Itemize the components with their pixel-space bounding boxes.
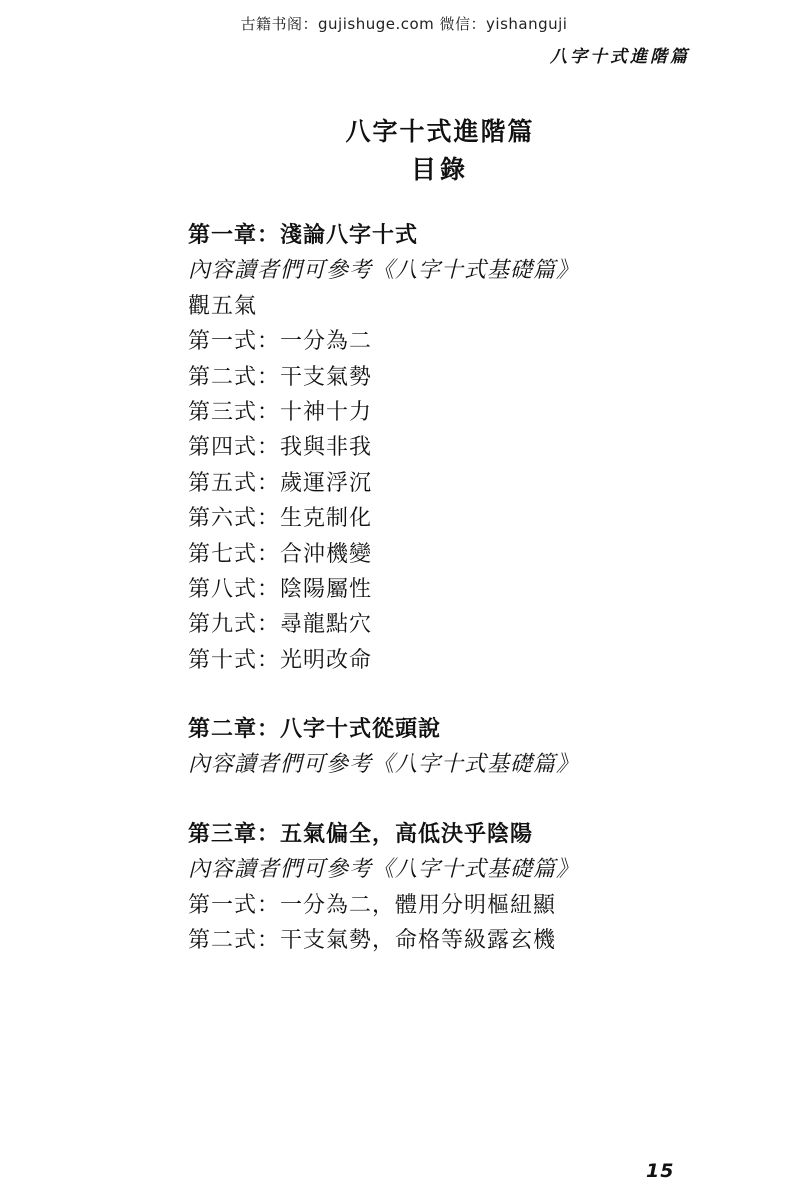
toc-title: 目錄 (410, 155, 469, 184)
toc-item: 第四式：我與非我 (188, 435, 373, 461)
book-title: 八字十式進階篇 (345, 117, 535, 146)
toc-item: 第六式：生克制化 (188, 506, 373, 532)
chapter-heading: 第二章：八字十式從頭說 (188, 717, 442, 743)
toc-item: 第一式：一分為二 (188, 329, 373, 355)
toc-item: 第二式：干支氣勢，命格等級露玄機 (188, 928, 557, 954)
toc-item: 第七式：合沖機變 (188, 541, 373, 567)
chapter-note: 內容讀者們可參考《八字十式基礎篇》 (188, 857, 580, 883)
toc-item: 第十式：光明改命 (188, 647, 373, 673)
chapter-1 (188, 218, 748, 678)
chapter-spacer (188, 678, 748, 712)
chapter-3 (188, 817, 748, 959)
running-head: 八字十式進階篇 (550, 47, 690, 67)
chapter-note: 內容讀者們可參考《八字十式基礎篇》 (188, 258, 580, 284)
toc-item: 第一式：一分為二，體用分明樞紐顯 (188, 892, 557, 918)
toc-item: 觀五氣 (188, 293, 258, 319)
page-number: 15 (646, 1160, 675, 1182)
chapter-heading: 第一章：淺論八字十式 (188, 223, 419, 248)
toc-item: 第三式：十神十力 (188, 399, 373, 425)
toc-item: 第九式：尋龍點穴 (188, 612, 373, 638)
chapter-spacer (188, 783, 748, 817)
toc-item: 第八式：陰陽屬性 (188, 576, 373, 602)
chapter-heading: 第三章：五氣偏全，高低決乎陰陽 (188, 821, 534, 847)
table-of-contents (188, 218, 748, 958)
toc-item: 第五式：歲運浮沉 (188, 470, 373, 496)
chapter-2 (188, 712, 748, 783)
chapter-note: 內容讀者們可參考《八字十式基礎篇》 (188, 752, 580, 778)
toc-item: 第二式：干支氣勢 (188, 364, 373, 390)
watermark-text: 古籍书阁：gujishuge.com 微信：yishanguji (240, 15, 568, 33)
